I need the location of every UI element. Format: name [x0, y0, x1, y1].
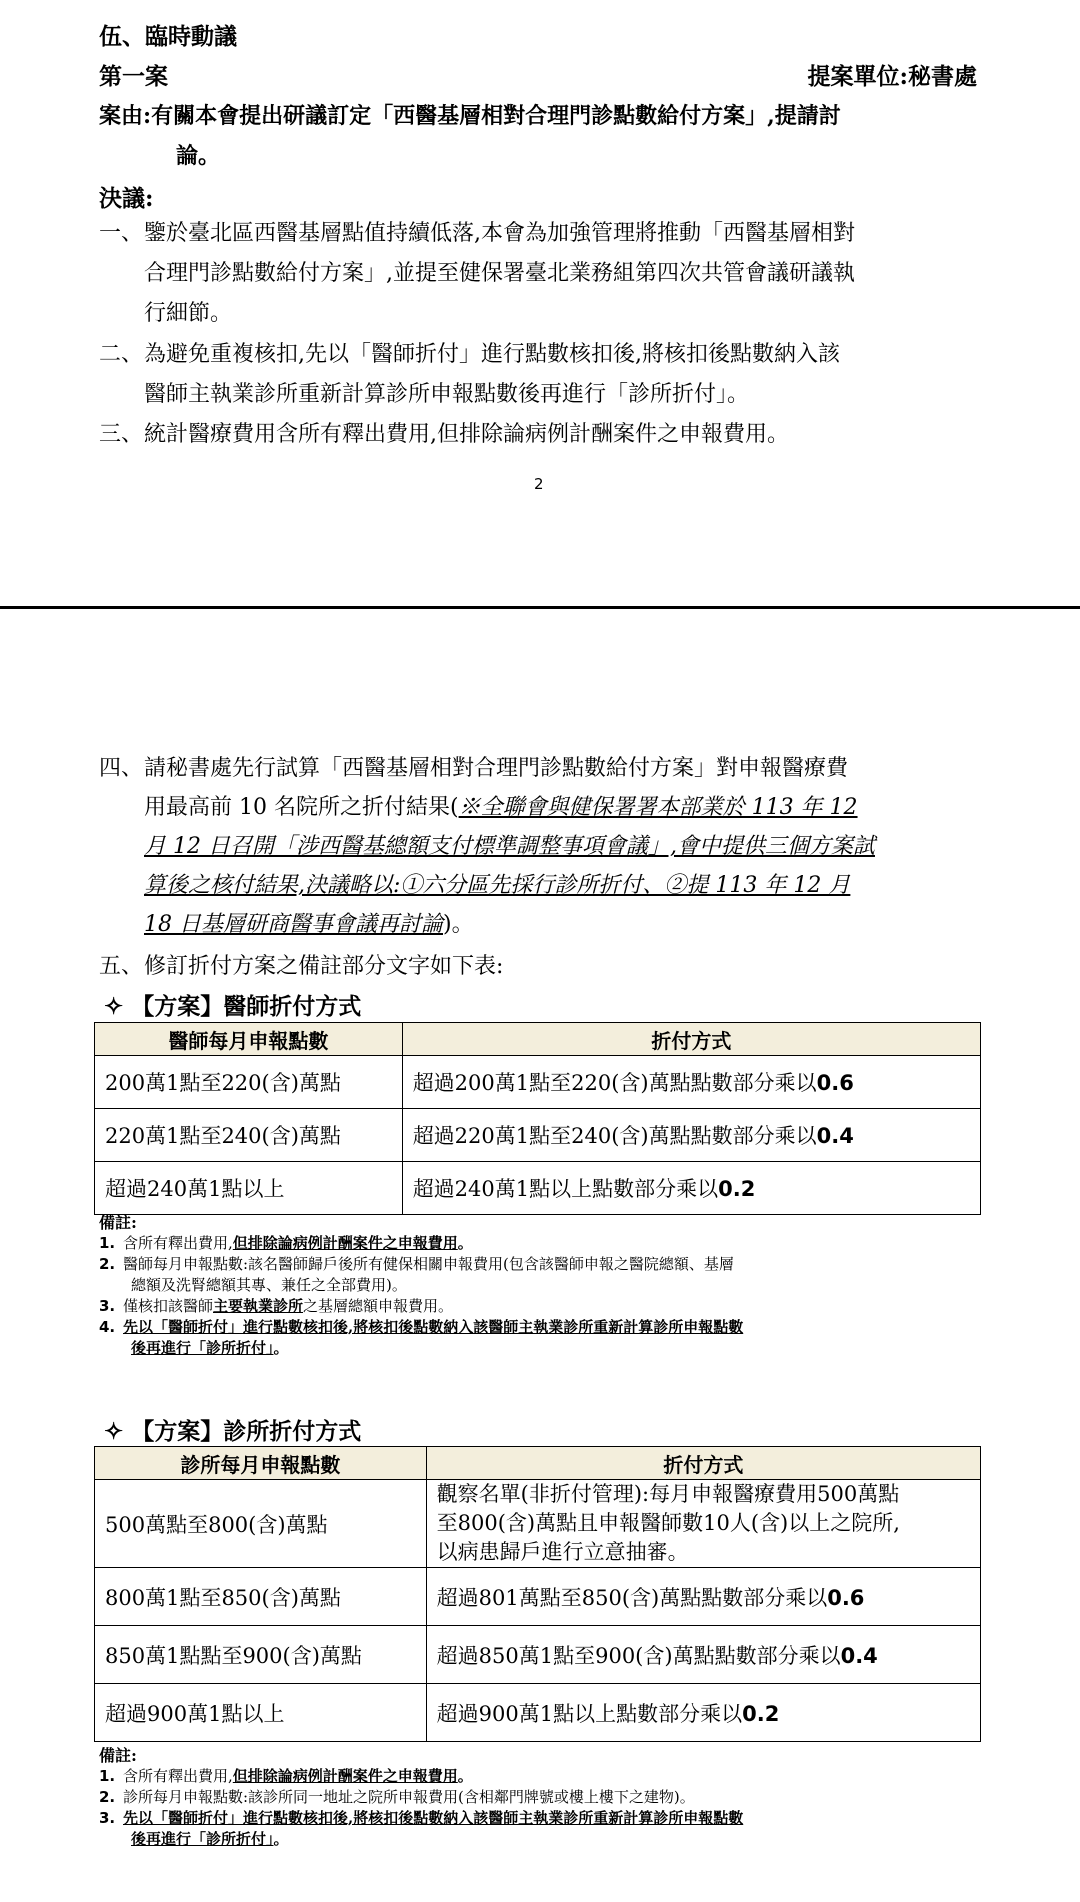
factor-value: 0.6	[827, 1585, 865, 1610]
item-4-line-2	[144, 788, 858, 828]
item-4-line-2-plain: 用最高前 10 名院所之折付結果(	[144, 795, 459, 820]
range-cell: 850萬1點點至900(含)萬點	[95, 1626, 427, 1684]
proposer-unit: 提案單位:秘書處	[807, 63, 977, 90]
page-number: 2	[534, 475, 544, 493]
method-cell	[426, 1480, 980, 1568]
method-text: 超過200萬1點至220(含)萬點點數部分乘以	[412, 1071, 817, 1095]
subject-line-2: 論。	[176, 143, 221, 169]
note-4-cont: 後再進行「診所折付」。	[131, 1339, 289, 1357]
resolution-item-1-line-2: 合理門診點數給付方案」,並提至健保署臺北業務組第四次共管會議研議執	[144, 261, 855, 286]
note-text: 僅核扣該醫師	[123, 1297, 214, 1315]
note-text: 含所有釋出費用,	[123, 1234, 233, 1252]
table-row	[95, 1568, 981, 1626]
doctor-plan-table	[94, 1022, 981, 1215]
item-4-line-5-end: )。	[443, 912, 474, 937]
resolution-item-1-marker: 一、	[99, 221, 144, 246]
factor-value: 0.2	[718, 1177, 756, 1201]
note-number: 1.	[99, 1767, 116, 1785]
range-cell: 超過240萬1點以上	[95, 1162, 403, 1215]
table-header-row	[95, 1447, 981, 1480]
column-header: 折付方式	[426, 1447, 980, 1480]
item-4-line-1: 請秘書處先行試算「西醫基層相對合理門診點數給付方案」對申報醫療費	[144, 756, 849, 781]
note-text: 醫師每月申報點數:該名醫師歸戶後所有健保相關申報費用(包含該醫師申報之醫院總額、基層	[123, 1255, 734, 1273]
item-4-line-4: 算後之核付結果,決議略以:①六分區先採行診所折付、②提 113 年 12 月	[144, 873, 851, 898]
column-header: 診所每月申報點數	[95, 1447, 427, 1480]
resolution-item-2-line-1: 為避免重複核扣,先以「醫師折付」進行點數核扣後,將核扣後點數納入該	[144, 342, 840, 367]
case-number: 第一案	[99, 63, 168, 90]
note-1: 1. 含所有釋出費用,但排除論病例計酬案件之申報費用。	[99, 1234, 473, 1252]
factor-value: 0.4	[816, 1124, 854, 1148]
resolution-item-1-line-3: 行細節。	[144, 301, 233, 326]
method-line: 至800(含)萬點且申報醫師數10人(含)以上之院所,	[436, 1511, 900, 1535]
section-title: 伍、臨時動議	[99, 23, 237, 50]
note-emphasis: 但排除論病例計酬案件之申報費用	[232, 1767, 458, 1785]
range-cell: 超過900萬1點以上	[95, 1684, 427, 1742]
note-1: 1. 含所有釋出費用,但排除論病例計酬案件之申報費用。	[99, 1767, 473, 1785]
range-cell: 200萬1點至220(含)萬點	[95, 1056, 403, 1109]
method-cell	[402, 1109, 980, 1162]
notes-label: 備註:	[99, 1213, 137, 1232]
page-divider	[0, 606, 1080, 609]
notes-label: 備註:	[99, 1746, 137, 1765]
table-row	[95, 1056, 981, 1109]
note-3-cont: 後再進行「診所折付」。	[131, 1830, 289, 1848]
note-emphasis: 先以「醫師折付」進行點數核扣後,將核扣後點數納入該醫師主執業診所重新計算診所申報點數	[123, 1318, 744, 1336]
resolution-label: 決議:	[99, 185, 154, 212]
note-3	[99, 1296, 979, 1317]
note-2-cont: 總額及洗腎總額其專、兼任之全部費用)。	[131, 1276, 407, 1294]
note-number: 2.	[99, 1788, 116, 1806]
method-cell	[426, 1684, 980, 1742]
item-4-marker: 四、	[99, 756, 144, 781]
range-cell: 800萬1點至850(含)萬點	[95, 1568, 427, 1626]
resolution-item-2-line-2: 醫師主執業診所重新計算診所申報點數後再進行「診所折付」。	[144, 382, 750, 407]
subject-line-1: 案由:有關本會提出研議訂定「西醫基層相對合理門診點數給付方案」,提請討	[99, 103, 841, 129]
note-number: 1.	[99, 1234, 116, 1252]
factor-value: 0.6	[816, 1071, 854, 1095]
method-line: 觀察名單(非折付管理):每月申報醫療費用500萬點	[436, 1482, 900, 1506]
item-5-text: 修訂折付方案之備註部分文字如下表:	[144, 954, 504, 979]
item-4-line-5	[144, 905, 474, 945]
note-text: 含所有釋出費用,	[123, 1767, 233, 1785]
range-cell: 500萬點至800(含)萬點	[95, 1480, 427, 1568]
note-text: 診所每月申報點數:該診所同一地址之院所申報費用(含相鄰門牌號或樓上樓下之建物)。	[123, 1788, 695, 1806]
method-text: 超過240萬1點以上點數部分乘以	[412, 1177, 719, 1201]
note-2	[99, 1787, 979, 1808]
note-emphasis: 後再進行「診所折付」	[131, 1339, 274, 1357]
doctor-plan-title: ✧ 【方案】醫師折付方式	[104, 993, 362, 1020]
item-4-line-2-italic: ※全聯會與健保署署本部業於 113 年 12	[458, 795, 858, 820]
note-emphasis: 先以「醫師折付」進行點數核扣後,將核扣後點數納入該醫師主執業診所重新計算診所申報點數	[123, 1809, 744, 1827]
column-header: 醫師每月申報點數	[95, 1023, 403, 1056]
method-cell	[402, 1056, 980, 1109]
method-cell	[402, 1162, 980, 1215]
clinic-plan-notes	[99, 1745, 979, 1850]
table-row	[95, 1162, 981, 1215]
table-row	[95, 1109, 981, 1162]
item-4-line-3: 月 12 日召開「涉西醫基總額支付標準調整事項會議」,會中提供三個方案試	[144, 834, 875, 859]
table-header-row	[95, 1023, 981, 1056]
table-row	[95, 1684, 981, 1742]
method-cell	[426, 1626, 980, 1684]
table-row	[95, 1626, 981, 1684]
clinic-plan-title: ✧ 【方案】診所折付方式	[104, 1418, 362, 1445]
method-text: 超過900萬1點以上點數部分乘以	[436, 1701, 743, 1726]
resolution-item-2-marker: 二、	[99, 342, 144, 367]
factor-value: 0.2	[742, 1701, 780, 1726]
note-number: 3.	[99, 1809, 116, 1827]
doctor-plan-notes	[99, 1212, 979, 1359]
resolution-item-3-marker: 三、	[99, 422, 144, 447]
range-cell: 220萬1點至240(含)萬點	[95, 1109, 403, 1162]
note-emphasis: 主要執業診所	[213, 1297, 304, 1315]
note-3	[99, 1808, 979, 1829]
clinic-plan-table	[94, 1446, 981, 1742]
note-emphasis: 後再進行「診所折付」	[131, 1830, 274, 1848]
note-emphasis: 但排除論病例計酬案件之申報費用	[232, 1234, 458, 1252]
note-number: 3.	[99, 1297, 116, 1315]
note-4	[99, 1317, 979, 1338]
note-number: 2.	[99, 1255, 116, 1273]
method-text: 超過850萬1點至900(含)萬點點數部分乘以	[436, 1643, 841, 1668]
method-line: 以病患歸戶進行立意抽審。	[436, 1540, 689, 1564]
method-cell	[426, 1568, 980, 1626]
method-text: 超過220萬1點至240(含)萬點點數部分乘以	[412, 1124, 817, 1148]
resolution-item-1-line-1: 鑒於臺北區西醫基層點值持續低落,本會為加強管理將推動「西醫基層相對	[144, 221, 855, 246]
item-5-marker: 五、	[99, 954, 144, 979]
factor-value: 0.4	[840, 1643, 878, 1668]
item-4-line-5-italic: 18 日基層研商醫事會議再討論	[144, 912, 443, 937]
note-number: 4.	[99, 1318, 116, 1336]
column-header: 折付方式	[402, 1023, 980, 1056]
table-row	[95, 1480, 981, 1568]
method-text: 超過801萬點至850(含)萬點點數部分乘以	[436, 1585, 828, 1610]
note-2	[99, 1254, 979, 1275]
resolution-item-3-line-1: 統計醫療費用含所有釋出費用,但排除論病例計酬案件之申報費用。	[144, 422, 789, 447]
note-text: 之基層總額申報費用。	[303, 1297, 454, 1315]
